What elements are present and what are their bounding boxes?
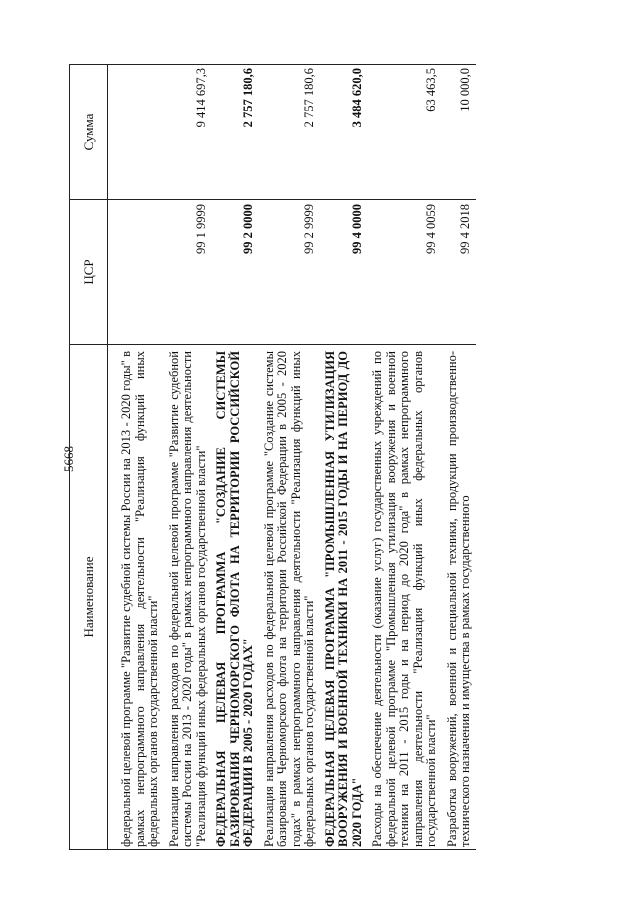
row-csr: 99 2 9999: [259, 200, 320, 345]
row-name: ФЕДЕРАЛЬНАЯ ЦЕЛЕВАЯ ПРОГРАММА "СОЗДАНИЕ СИСТЕМЫ БАЗИРОВАНИЯ ЧЕРНОМОРСКОГО ФЛОТА НА ТЕРРИТОРИИ РОССИЙСКОЙ ФЕДЕРАЦИИ В 2005 - 2020 ГОДАХ": [211, 345, 259, 850]
row-sum: [116, 65, 164, 200]
row-csr: 99 4 0000: [320, 200, 368, 345]
row-sum: 10 000,0: [442, 65, 476, 200]
row-name: Разработка вооружений, военной и специальной техники, продукции производственно-технического назначения и имущества в рамках государственного: [442, 345, 476, 850]
row-csr: 99 4 2018: [442, 200, 476, 345]
budget-table-rotated: [69, 65, 629, 850]
row-name: Реализация направления расходов по федеральной целевой программе "Создание системы базирования Черноморского флота на территории Российской Федерации в 2005 - 2020 годах" в рамках непрограммного направления деятельности "Реализация функций иных федеральных органов государственной власти": [259, 345, 320, 850]
header-sum: Сумма: [70, 65, 108, 200]
page-number: 5668: [61, 446, 76, 472]
row-name: федеральной целевой программе "Развитие судебной системы России на 2013 - 2020 годы" в рамках непрограммного направления деятельности "Реализация функций иных федеральных органов государственной власти": [116, 345, 164, 850]
table-row: [320, 65, 368, 850]
table-row: [116, 65, 164, 850]
row-sum: 9 414 697,3: [164, 65, 212, 200]
row-name: ФЕДЕРАЛЬНАЯ ЦЕЛЕВАЯ ПРОГРАММА "ПРОМЫШЛЕННАЯ УТИЛИЗАЦИЯ ВООРУЖЕНИЯ И ВОЕННОЙ ТЕХНИКИ НА 2011 - 2015 ГОДЫ И НА ПЕРИОД ДО 2020 ГОДА": [320, 345, 368, 850]
header-csr: ЦСР: [70, 200, 108, 345]
table-row: [367, 65, 442, 850]
row-name: Расходы на обеспечение деятельности (оказание услуг) государственных учреждений по федеральной целевой программе "Промышленная утилизация вооружения и военной техники на 2011 - 2015 годы и на период до 2020 года" в рамках непрограммного направления деятельности "Реализация функций иных федеральных органов государственной власти": [367, 345, 442, 850]
table-row: [259, 65, 320, 850]
row-csr: 99 2 0000: [211, 200, 259, 345]
row-sum: 2 757 180,6: [259, 65, 320, 200]
row-sum: 63 463,5: [367, 65, 442, 200]
row-csr: 99 4 0059: [367, 200, 442, 345]
header-name: Наименование: [70, 345, 108, 850]
row-name: Реализация направления расходов по федеральной целевой программе "Развитие судебной системы России на 2013 - 2020 годы" в рамках непрограммного направления деятельности "Реализация функций иных федеральных органов государственной власти": [164, 345, 212, 850]
row-csr: 99 1 9999: [164, 200, 212, 345]
table-row: [211, 65, 259, 850]
table-row: [164, 65, 212, 850]
table-header-row: [70, 65, 108, 850]
table-spacer-row: [108, 65, 117, 850]
row-sum: 3 484 620,0: [320, 65, 368, 200]
row-sum: 2 757 180,6: [211, 65, 259, 200]
budget-table: [69, 64, 476, 850]
row-csr: [116, 200, 164, 345]
table-row: [442, 65, 476, 850]
